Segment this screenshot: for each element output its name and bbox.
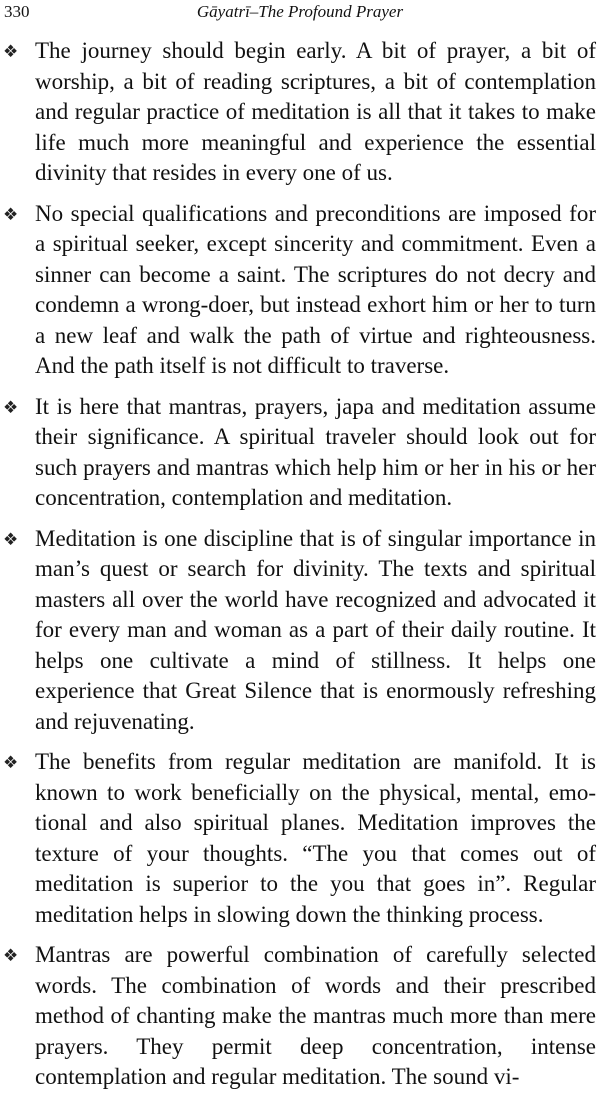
page-number: 330 — [4, 2, 30, 21]
running-title: Gāyatrī–The Profound Prayer — [196, 2, 404, 21]
bullet-text: It is here that mantras, prayers, japa and meditation assume their significance. A spiritual traveler should look out for such prayers and mantras which help him or her in his or her concentration, contemplation and meditation. — [35, 393, 596, 510]
diamond-bullet-icon: ❖ — [3, 397, 19, 417]
bullet-text: Mantras are powerful combination of carefully selected words. The combination of words and their prescribed method of chanting make the mantras much more than mere prayers. They permit deep concentration, intense contemplation and regular meditation. The sound vi- — [35, 942, 596, 1089]
bullet-text: The benefits from regular meditation are manifold. It is known to work beneficially on the physical, mental, emotional and also spiritual planes. Meditation improves the texture of your thoughts. “The you that comes out of meditation is superior to the you that goes in”. Regular meditation helps in slowing down the thinking process. — [35, 749, 596, 927]
bullet-item — [0, 392, 600, 514]
diamond-bullet-icon: ❖ — [3, 529, 19, 549]
bullet-item — [0, 36, 600, 189]
page-body — [0, 36, 600, 1103]
bullet-item — [0, 524, 600, 738]
diamond-bullet-icon: ❖ — [3, 204, 19, 224]
bullet-item — [0, 199, 600, 382]
bullet-text: Meditation is one discipline that is of singular importance in man’s quest or search for divinity. The texts and spiritual masters all over the world have recognized and advocated it for every man and woman as a part of their daily routine. It helps one cultivate a mind of stillness. It helps one experience that Great Silence that is enormously refreshing and rejuvenating. — [35, 525, 596, 734]
diamond-bullet-icon: ❖ — [3, 753, 19, 772]
bullet-item — [0, 940, 600, 1093]
bullet-text: No special qualifications and preconditions are imposed for a spiritual seeker, except sincerity and commitment. Even a sinner can become a saint. The scriptures do not decry and condemn a wrong-doer, but instead exhort him or her to turn a new leaf and walk the path of virtue and righteousness. And the path itself is not difficult to traverse. — [35, 200, 596, 378]
page-header — [0, 0, 600, 34]
diamond-bullet-icon: ❖ — [3, 946, 19, 965]
diamond-bullet-icon: ❖ — [3, 42, 19, 61]
bullet-item — [0, 747, 600, 930]
bullet-text: The journey should begin early. A bit of prayer, a bit of worship, a bit of reading scriptures, a bit of contemplation and regular practice of meditation is all that it takes to make life much more meaningful and experience the essential divinity that resides in every one of us. — [35, 38, 596, 185]
